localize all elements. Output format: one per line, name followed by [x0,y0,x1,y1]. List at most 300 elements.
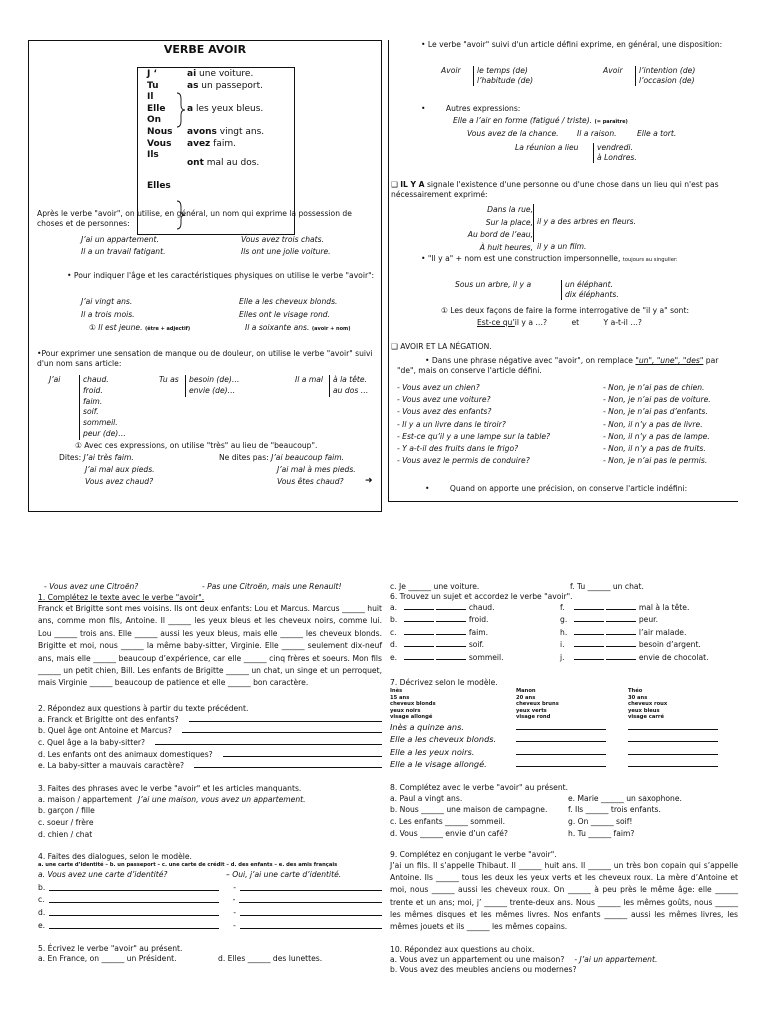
profile-line: cheveux roux [628,701,668,708]
exercise-8-title: 8. Complétez avec le verbe "avoir" au présent. [390,782,569,792]
item-letter: b. [38,882,46,892]
sentence-row [390,804,738,816]
profile-line: visage rond [516,714,551,721]
interrogative-form: Y a-t-il …? [603,318,642,327]
example: J’ai un appartement. [81,235,159,244]
exercise-3-list [38,794,382,840]
verb-complement: une voiture. [196,69,254,79]
exercise-4-items: a. une carte d’identité – b. un passeport – c. une carte de crédit – d. des enfants – e. des amis français [38,862,338,869]
verb-field[interactable] [436,602,466,610]
avoir-list [473,66,533,86]
sentence: a. Paul a vingt ans. [390,793,463,803]
dialogue-row: b. - [38,882,382,895]
negation-title: AVOIR ET LA NÉGATION. [400,342,492,351]
model-line: Elle a les yeux noirs. [390,746,475,757]
item-letter: e. [38,920,46,930]
list-item: l’habitude (de) [477,76,534,86]
model-answer: - J’ai un appartement. [574,955,658,965]
exercise-6-left [390,602,560,664]
jai-list [79,375,126,440]
example: Il a un travail fatigant. [81,247,166,256]
sentence: b. Nous ______ une maison de campagne. [390,805,548,815]
description-row [390,758,738,770]
question: - Vous avez le permis de conduire? [397,456,530,466]
example: Elles ont le visage rond. [239,310,331,319]
pronoun: Ils [147,150,159,161]
sentence: a. En France, on ______ un Président. [38,954,177,964]
question-row [38,725,382,737]
interrogative-form: il y a …? [514,318,548,327]
qa-row [397,406,737,418]
answer-field[interactable] [516,733,606,742]
example: Elle a les cheveux blonds. [239,297,338,306]
subject-row [560,602,709,614]
answer-field[interactable] [628,758,718,767]
example: il y a un film. [537,242,587,251]
answer: - Non, je n’ai pas le permis. [603,456,708,466]
question-row [38,760,382,772]
profile-line: Théo [628,688,643,695]
dialogue-row: e. - [38,920,382,933]
expression: Vous avez de la chance. [467,129,559,138]
example-list [561,280,619,300]
verb-field[interactable] [606,614,636,622]
avoir-label: Avoir [603,66,623,75]
sentence: g. On ______ soif! [568,817,633,827]
expression: Elle a tort. [637,129,677,138]
expression-row [453,116,628,126]
phrase-row [38,805,382,817]
example: J’ai mal aux pieds. [85,465,155,474]
question: - Vous avez un chien? [397,383,480,392]
model-question: a. Vous avez une carte d’identité? [38,870,168,880]
answer-field[interactable] [223,749,382,757]
dites-label: Dites: [59,453,82,462]
answer-field[interactable] [516,721,606,730]
subject-field[interactable] [404,602,434,610]
subject-row [390,639,560,651]
interrogative-row [441,306,689,316]
list-item: un éléphant. [565,280,613,289]
precision-text: Quand on apporte une précision, on conserve l'article indéfini: [449,484,688,493]
nedites-example: J’ai beaucoup faim. [271,453,345,462]
age-text: Pour indiquer l'âge et les caractéristiques physiques on utilise le verbe "avoir": [73,271,375,280]
exercise-10-row: b. Vous avez des meubles anciens ou modernes? [390,965,577,975]
subject-field[interactable] [404,627,434,635]
nedites-row [219,453,344,463]
verb-form: avons [187,126,217,137]
list-item: dix éléphants. [565,290,619,300]
verb-complement: vingt ans. [216,126,265,137]
exercise-9-text: J’ai un fils. Il s’appelle Thibaut. Il ______ huit ans. Il ______ un très bon copain qui s’appelle Antoine. Ils ______ tous les deux les yeux verts et les cheveux roux. La mère d’Antoine et moi, nous ______ aussi les cheveux roux. On ______ à peu près le même âge: elle ______ trente et un ans; moi, j’ ______ trente-deux ans. Nous ______ les mêmes goûts, nous ______ les mêmes disques et les mêmes livres. Nos enfants ______ aussi les mêmes livres, les mêmes jouets et ils ______ les mêmes copains. [390,860,738,931]
bullet-icon: • [421,254,428,263]
answer-field[interactable] [628,721,718,730]
bullet-icon: • [421,104,428,113]
answer: - Non, il n’y a pas de fruits. [603,444,706,454]
dites-example: J’ai très faim. [83,453,134,462]
question-field[interactable] [49,882,219,891]
example: Il a trois mois. [81,310,135,319]
subject-row [560,639,709,651]
pronoun: On [147,115,162,126]
expression: Elle a l’air en forme (fatigué / triste). [453,116,593,125]
example: Sous un arbre, il y a [455,280,532,289]
note-row [245,323,351,333]
profile-manon [516,688,628,721]
profile-line: Manon [516,688,536,695]
subject-row [390,602,560,614]
bullet-icon: • [37,349,42,358]
nedites-label: Ne dites pas: [219,453,269,462]
exercise-6-title: 6. Trouvez un sujet et accordez le verbe "avoir". [390,592,573,602]
precision-row [425,484,687,494]
expression-note: (= paraître) [594,119,628,125]
complement: faim. [468,627,489,637]
sentence: f. Ils ______ trois enfants. [568,805,661,815]
verb-form: ont [187,158,204,169]
pronoun: Elles [147,181,171,192]
question-field[interactable] [49,920,219,929]
verb-form: avez [187,138,211,149]
answer-field[interactable] [240,907,382,916]
tuas-label: Tu as [159,375,179,384]
complement: mal à la tête. [638,603,690,613]
profile-line: 20 ans [516,694,536,701]
exercise-10-title: 10. Répondez aux questions au choix. [390,945,535,955]
profile-line: yeux bleus [628,707,660,714]
exercise-6-grid [390,602,738,664]
list-item: Au bord de l’eau, [467,230,533,240]
exercise-7-title: 7. Décrivez selon le modèle. [390,678,498,688]
profile-line: Inès [390,688,403,695]
item-letter: i. [560,640,565,650]
question: - Est-ce qu’il y a une lampe sur la table? [397,431,551,441]
verb-form: a [187,103,194,114]
question-row [38,749,382,761]
answer-field[interactable] [516,746,606,755]
subject-field[interactable] [574,639,604,647]
avoir-label: Avoir [441,66,461,75]
verb-field[interactable] [606,639,636,647]
list-item: Sur la place, [485,217,533,227]
example-answer: J’ai une maison, vous avez un appartement. [138,794,306,804]
answer-field[interactable] [239,894,382,903]
item-letter: h. [560,627,568,637]
pronoun-column [147,69,172,193]
grammar-panel-left [28,40,382,512]
question: a. Vous avez un appartement ou une maison? [390,955,565,965]
sentence-row [390,793,738,805]
item-letter: e. [390,652,398,662]
profile-line: cheveux bruns [516,701,559,708]
list-item: le temps (de) [477,66,528,75]
example: Vous avez chaud? [85,477,154,486]
interrogative-form: Est-ce qu’ [477,318,515,327]
verb-complement: mal au dos. [203,158,260,169]
profile-ines [390,688,516,721]
phrase-row [38,794,382,806]
complement: sommeil. [468,652,504,662]
qa-row [397,394,737,406]
verb-field[interactable] [606,627,636,635]
note-text: Il a soixante ans. [245,323,310,332]
prompt: b. garçon / fille [38,806,95,816]
qa-row [397,431,737,443]
list-item: soif. [83,407,99,417]
negation-paragraph [397,356,737,376]
list-item: besoin (de)… [189,375,240,384]
ilya-paragraph [391,180,735,200]
answer-field[interactable] [182,725,382,733]
verb-form: ai [187,69,197,79]
disposition-text: Le verbe "avoir" suivi d'un article défini exprime, en général, une disposition: [427,40,723,49]
age-paragraph [37,271,377,281]
impersonal-note: toujours au singulier: [622,257,678,263]
subject-field[interactable] [574,614,604,622]
prompt: a. maison / appartement [38,794,133,804]
item-letter: d. [390,640,398,650]
answer: - Non, je n’ai pas de voiture. [603,395,711,405]
profile-line: yeux verts [516,707,547,714]
model-line: Elle a le visage allongé. [390,759,487,770]
pronoun: J ‘ [147,69,157,79]
answer-field[interactable] [240,920,382,929]
list-item: À huit heures, [479,242,533,252]
sensation-paragraph [37,349,377,369]
citroen-dialogue [38,582,382,592]
answer: - Non, il n’y a pas de livre. [603,419,703,429]
subject-row [560,627,709,639]
ilya-text: signale l'existence d'une personne ou d'une chose dans un lieu qui n'est pas nécessairement exprimé: [391,180,719,200]
pronoun: Nous [147,126,173,137]
list-item: Dans la rue, [487,205,533,214]
question: e. La baby-sitter a mauvais caractère? [38,761,185,771]
item-letter: c. [390,627,397,637]
note-small: (avoir + nom) [311,326,351,332]
list-item: envie (de)… [189,385,236,395]
profile-line: visage carré [628,714,664,721]
exercise-1-title: 1. Complétez le texte avec le verbe "avoir". [38,593,205,603]
exercise-8-list [390,793,738,840]
verb-form: as [187,80,199,91]
expression: Il a raison. [577,129,617,138]
note-text: Il est jeune. [98,323,143,332]
phrase-row [38,829,382,841]
verb-complement: les yeux bleus. [193,103,264,114]
exercise-2-list [38,714,382,772]
qa-row [397,419,737,431]
grammar-panel-right [388,40,738,502]
question: a. Franck et Brigitte ont des enfants? [38,714,179,724]
subject-field[interactable] [404,614,434,622]
item-letter: d. [38,907,46,917]
example: J’ai mal à mes pieds. [277,465,356,474]
phrase-row [38,817,382,829]
prompt: d. chien / chat [38,829,93,839]
interrogative-text: Les deux façons de faire la forme interrogative de "il y a" sont: [450,306,690,315]
exercise-4-title: 4. Faites des dialogues, selon le modèle. [38,852,192,862]
note-row [89,323,190,333]
list-item: chaud. [83,375,109,384]
sentence: h. Tu ______ faim? [568,829,635,839]
subject-field[interactable] [404,639,434,647]
complement: envie de chocolat. [638,652,709,662]
tuas-list [185,375,239,397]
prompt: c. soeur / frère [38,818,94,828]
jai-label: J’ai [49,375,61,384]
question-row [38,737,382,749]
exercises-left [38,582,382,964]
disposition-paragraph [393,40,733,50]
negation-text: Dans une phrase négative avec "avoir", on remplace [431,356,633,365]
item-letter: a. [390,603,398,613]
sentence: c. Je ______ une voiture. [390,582,480,591]
answer-field[interactable] [155,737,382,745]
dites-row [59,453,134,463]
verb-column [187,69,264,170]
answer-field[interactable] [240,882,382,891]
subject-field[interactable] [574,652,604,660]
description-row [390,733,738,745]
sentence: d. Elles ______ des lunettes. [218,954,323,964]
list-item: sommeil. [83,418,118,428]
divider [533,204,534,242]
dialogue-answer: - Pas une Citroën, mais une Renault! [202,582,342,591]
bullet-icon: • [425,356,432,365]
tres-note [75,441,317,451]
avoir-list [635,66,695,86]
exercises-right [390,582,738,975]
sentence-row [390,816,738,828]
profile-line: 15 ans [390,694,410,701]
answer-field[interactable] [628,746,718,755]
exercise-2-title: 2. Répondez aux questions à partir du texte précédent. [38,703,249,713]
location-list [429,204,533,254]
note-small: (être + adjectif) [144,326,191,332]
item-letter: j. [560,652,565,662]
bullet-icon: • [67,271,74,280]
complement: chaud. [468,603,495,613]
sentence: f. Tu ______ un chat. [570,582,644,591]
bullet-icon: • [421,40,428,49]
subject-row [390,614,560,626]
sentence: c. Les enfants ______ sommeil. [390,817,506,827]
subject-field[interactable] [574,627,604,635]
list-item: au dos … [333,385,369,395]
item-letter: c. [38,895,45,905]
question-field[interactable] [49,907,219,916]
example: Ils ont une jolie voiture. [241,247,331,256]
example: il y a des arbres en fleurs. [537,217,637,226]
description-row [390,721,738,733]
question: - Il y a un livre dans le tiroir? [397,419,506,429]
dialogue-row [38,869,382,882]
subject-row [390,627,560,639]
dialogue-row: d. - [38,907,382,920]
exercise-1-text: Franck et Brigitte sont mes voisins. Ils ont deux enfants: Lou et Marcus. Marcus ______ huit ans, comme mon fils, Antoine. Il ______ les yeux bleus et les cheveux noirs, comme lui. Lou ______ trois ans. Elle ______ aussi les yeux bleus, mais elle ______ les cheveux blonds. Brigitte et moi, nous ______ la même baby-sitter, Virginie. Elle ______ seulement dix-neuf ans, mais elle ______ beaucoup d’expérience, car elle ______ cinq frères et soeurs. Mon fils ______ un petit chien, Bill. Les enfants de Brigitte ______ un chat, un singe et un perroquet, mais Virginie ______ beaucoup de patience et elle ______ bon caractère. [38,604,382,688]
ilya-heading: IL Y A [400,180,425,189]
pronoun: Il [147,92,154,103]
answer-field[interactable] [189,714,382,722]
sentence: e. Marie ______ un saxophone. [568,793,682,803]
verb-field[interactable] [606,602,636,610]
sentence-row [390,828,738,840]
subject-field[interactable] [404,652,434,660]
complement: froid. [468,615,489,625]
negation-heading [391,342,492,352]
item-letter: f. [560,603,565,613]
verb-field[interactable] [436,652,466,660]
expressions-text: Autres expressions: [445,104,521,113]
checkbox-bullet-icon: ❑ [391,342,401,351]
list-item: l’intention (de) [639,66,696,75]
exercise-3-title: 3. Faites des phrases avec le verbe "avoir" et les articles manquants. [38,783,302,793]
negation-examples [397,382,737,467]
answer: - Non, je n’ai pas de chien. [603,383,705,392]
dialogue-question: - Vous avez une Citroën? [44,582,139,591]
bullet-icon: • [425,484,432,493]
subject-row [560,652,709,664]
exercise-9-title: 9. Complétez en conjugant le verbe "avoir". [390,849,557,859]
checkbox-bullet-icon: ❑ [391,180,401,189]
complement: soif. [468,640,485,650]
question: - Vous avez une voiture? [397,395,491,405]
subject-field[interactable] [574,602,604,610]
answer-field[interactable] [628,733,718,742]
example: Vous avez trois chats. [241,235,325,244]
sensation-text: Pour exprimer une sensation de manque ou de douleur, on utilise le verbe "avoir" suivi d'un nom sans article: [37,349,373,369]
answer-field[interactable] [194,760,382,768]
info-icon: ① [89,323,99,332]
question: c. Quel âge a la baby-sitter? [38,738,146,748]
subject-row [560,614,709,626]
answer: - Non, je n’ai pas d’enfants. [603,407,708,417]
profile-line: yeux noirs [390,707,421,714]
question-field[interactable] [49,894,219,903]
list-item: faim. [83,396,103,406]
ilamal-list [329,375,368,397]
sentence: d. Vous ______ envie d’un café? [390,829,508,839]
question-row [38,714,382,726]
info-icon: ① [75,441,85,450]
expression-list [593,143,637,163]
verb-field[interactable] [436,614,466,622]
impersonal-paragraph [421,254,737,264]
verb-field[interactable] [436,639,466,647]
expression: La réunion a lieu [515,143,579,152]
question: - Vous avez des enfants? [397,407,492,417]
qa-row [397,455,737,467]
verb-field[interactable] [606,652,636,660]
expressions-heading [421,104,520,114]
list-item: peur (de)… [83,428,126,438]
exercise-5-row [390,582,738,592]
answer-field[interactable] [516,758,606,767]
profile-line: visage allongé [390,714,433,721]
answer: - Non, il n’y a pas de lampe. [603,431,710,441]
impersonal-text: "Il y a" + nom est une construction impersonnelle, [427,254,621,263]
exercise-10-row [390,955,738,965]
exercise-5-title: 5. Écrivez le verbe "avoir" au présent. [38,944,183,954]
intro-paragraph: Après le verbe "avoir", on utilise, en général, un nom qui exprime la possession de choses et de personnes: [37,209,352,229]
exercise-7-lines [390,721,738,771]
verb-field[interactable] [436,627,466,635]
negation-articles: "un", "une", "des" [635,356,704,365]
description-row [390,746,738,758]
pronoun: Elle [147,103,166,114]
next-arrow-icon: ➜ [365,476,373,486]
model-answer: – Oui, j’ai une carte d’identité. [226,870,342,880]
